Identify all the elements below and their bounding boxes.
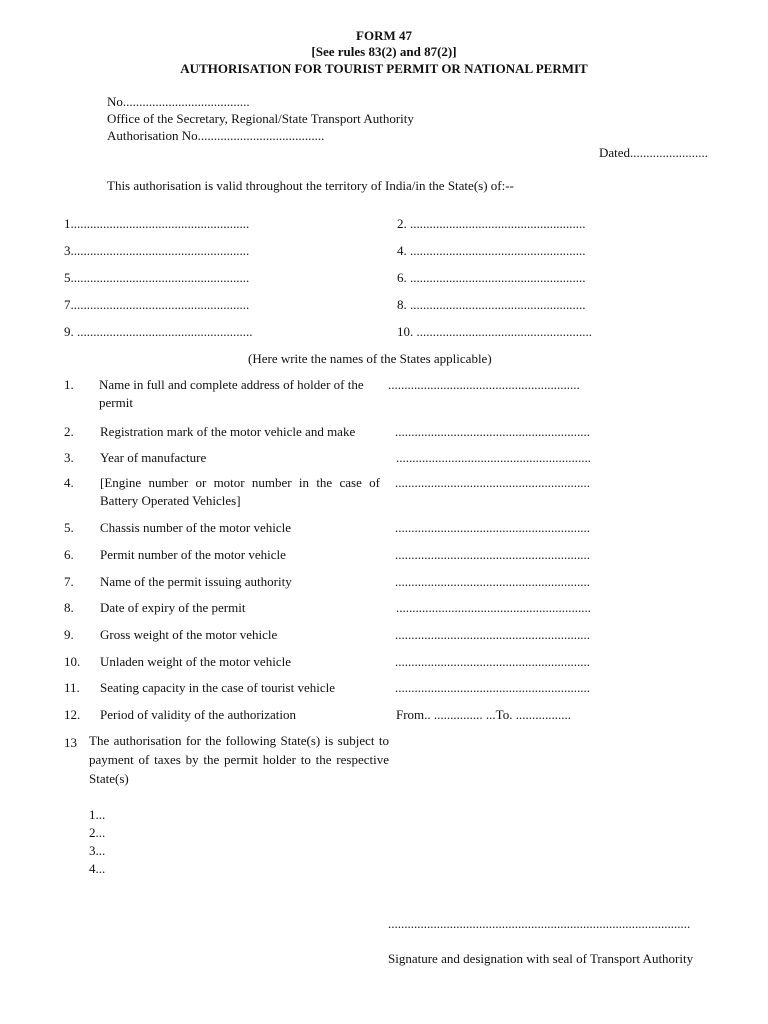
tax-state-entry: 1... <box>89 807 106 822</box>
state-entry: 9. ...................................................... <box>64 324 253 339</box>
item-value: From.. ............... ...To. ................. <box>396 707 571 722</box>
office-line: Office of the Secretary, Regional/State Transport Authority <box>107 111 414 126</box>
item-value: ............................................................ <box>395 680 590 695</box>
item-number: 4. <box>64 475 74 490</box>
item-value: ............................................................ <box>396 450 591 465</box>
signature-caption: Signature and designation with seal of Transport Authority <box>388 951 694 966</box>
item-label: Year of manufacture <box>100 450 207 465</box>
dated-line: Dated........................ <box>599 145 709 160</box>
item-label: Chassis number of the motor vehicle <box>100 520 291 535</box>
item-number: 7. <box>64 574 74 589</box>
item-label: Unladen weight of the motor vehicle <box>100 654 291 669</box>
item-number: 9. <box>64 627 74 642</box>
item-number: 10. <box>64 654 81 669</box>
number-line: No....................................... <box>107 94 250 109</box>
tax-state-entry: 2... <box>89 825 106 840</box>
state-entry: 2. ...................................................... <box>397 216 586 231</box>
states-note: (Here write the names of the States applicable) <box>248 351 492 366</box>
state-entry: 5....................................................... <box>64 270 250 285</box>
item-value: ............................................................ <box>395 654 590 669</box>
state-entry: 1....................................................... <box>64 216 250 231</box>
item-value: ............................................................ <box>395 547 590 562</box>
state-entry: 4. ...................................................... <box>397 243 586 258</box>
item-value: ............................................................ <box>396 600 591 615</box>
item-number: 11. <box>64 680 80 695</box>
item-value: ............................................................ <box>395 424 590 439</box>
tax-state-entry: 4... <box>89 861 106 876</box>
item-value: ............................................................ <box>395 475 590 490</box>
item-label: Date of expiry of the permit <box>100 600 246 615</box>
form-title: AUTHORISATION FOR TOURIST PERMIT OR NATIONAL PERMIT <box>180 61 588 76</box>
authorisation-number-line: Authorisation No....................................... <box>107 128 325 143</box>
state-entry: 8. ...................................................... <box>397 297 586 312</box>
item-label: Gross weight of the motor vehicle <box>100 627 278 642</box>
item-number: 13 <box>64 735 77 750</box>
item-value: ............................................................ <box>395 520 590 535</box>
item-number: 1. <box>64 377 74 392</box>
item-number: 5. <box>64 520 74 535</box>
rules-reference: [See rules 83(2) and 87(2)] <box>311 44 457 59</box>
signature-line: ............................................................................................. <box>388 916 691 931</box>
item-value: ............................................................ <box>395 574 590 589</box>
item-label: [Engine number or motor number in the case of Battery Operated Vehicles] <box>100 475 380 508</box>
item-number: 8. <box>64 600 74 615</box>
form-number: FORM 47 <box>356 28 412 43</box>
item-value: ............................................................ <box>395 627 590 642</box>
state-entry: 6. ...................................................... <box>397 270 586 285</box>
tax-state-entry: 3... <box>89 843 106 858</box>
item-number: 2. <box>64 424 74 439</box>
validity-statement: This authorisation is valid throughout the territory of India/in the State(s) of:-- <box>107 178 514 193</box>
item-number: 3. <box>64 450 74 465</box>
item-value: ........................................................... <box>388 377 580 392</box>
item-label: Permit number of the motor vehicle <box>100 547 286 562</box>
item-label: Period of validity of the authorization <box>100 707 297 722</box>
item-label: Registration mark of the motor vehicle and make <box>100 424 356 439</box>
state-entry: 3....................................................... <box>64 243 250 258</box>
item-label: Name of the permit issuing authority <box>100 574 292 589</box>
item-number: 6. <box>64 547 74 562</box>
item-label: Seating capacity in the case of tourist vehicle <box>100 680 335 695</box>
state-entry: 7....................................................... <box>64 297 250 312</box>
item-label: The authorisation for the following State(s) is subject to payment of taxes by the permit holder to the respective State(s) <box>89 733 389 786</box>
item-label: Name in full and complete address of holder of the permit <box>99 377 364 410</box>
state-entry: 10. ...................................................... <box>397 324 592 339</box>
item-number: 12. <box>64 707 81 722</box>
